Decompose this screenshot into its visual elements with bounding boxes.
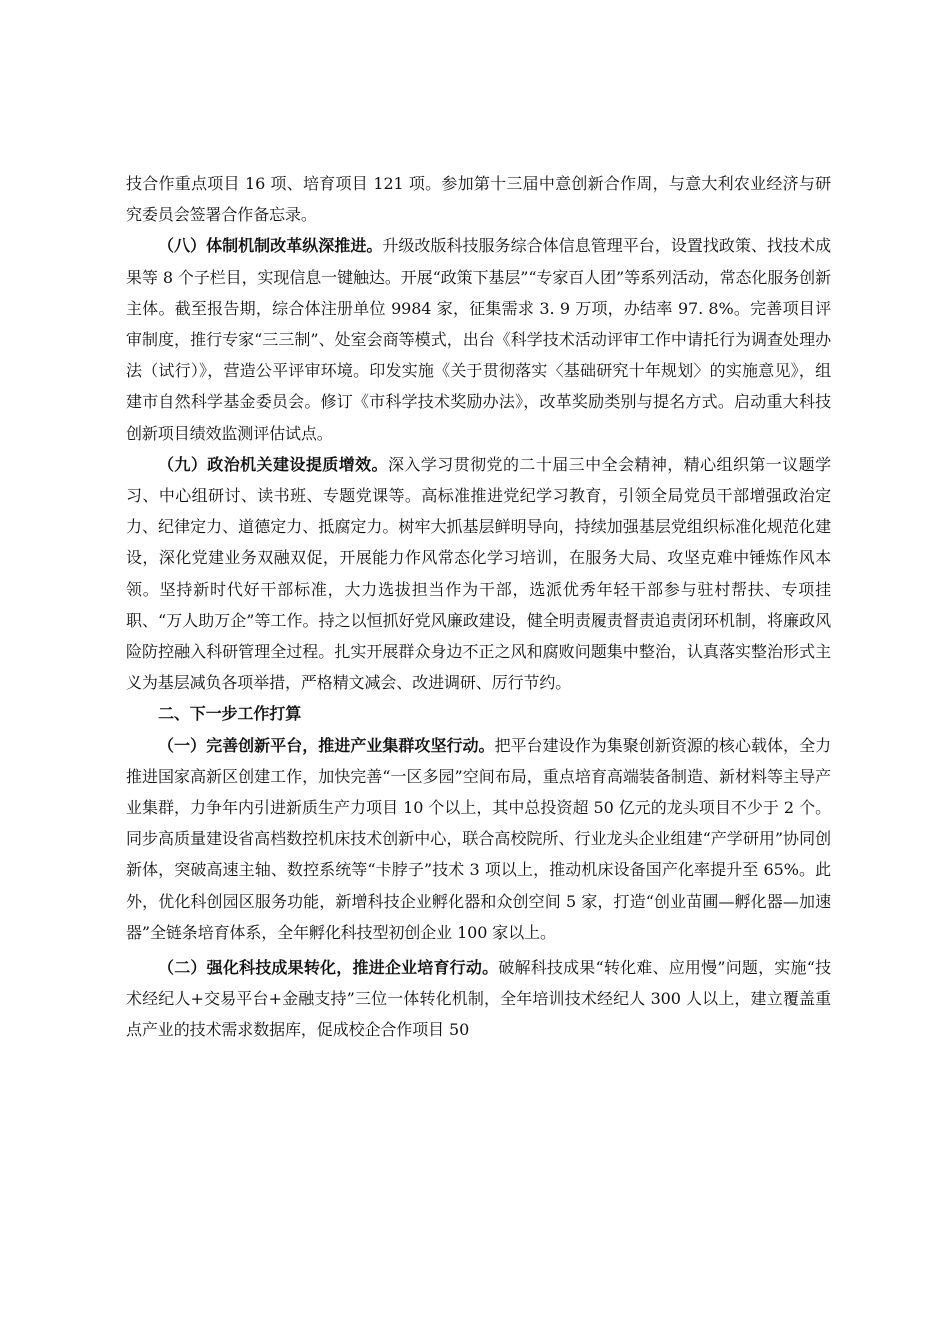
paragraph-text: 技合作重点项目 16 项、培育项目 121 项。参加第十三届中意创新合作周，与意大利农业经济与研究委员会签署合作备忘录。 xyxy=(126,174,831,225)
paragraph-section-9 xyxy=(126,449,831,699)
paragraph-plan-1 xyxy=(126,730,831,948)
paragraph-text: 把平台建设作为集聚创新资源的核心载体，全力推进国家高新区创建工作，加快完善“一区多园”空间布局，重点培育高端装备制造、新材料等主导产业集群，力争年内引进新质生产力项目 10 个以上，其中总投资超 50 亿元的龙头项目不少于 2 个。同步高质量建设省高档数控机床技术创新中心，联合高校院所、行业龙头企业组建“产学研用”协同创新体，突破高速主轴、数控系统等“卡脖子”技术 3 项以上，推动机床设备国产化率提升至 65%。此外，优化科创园区服务功能，新增科技企业孵化器和众创空间 5 家，打造“创业苗圃—孵化器—加速器”全链条培育体系，全年孵化科技型初创企业 100 家以上。 xyxy=(126,735,831,942)
section-heading: （二）强化科技成果转化，推进企业培育行动。 xyxy=(158,958,499,978)
section-heading: （八）体制机制改革纵深推进。 xyxy=(158,236,383,256)
chapter-heading: 二、下一步工作打算 xyxy=(158,704,302,724)
paragraph-text: 破解科技成果“转化难、应用慢”问题，实施“技术经纪人+交易平台+金融支持”三位一体转化机制，全年培训技术经纪人 300 人以上，建立覆盖重点产业的技术需求数据库，促成校企合作项目 50 xyxy=(126,958,831,1040)
paragraph-section-8 xyxy=(126,230,831,448)
paragraph-continuation xyxy=(126,168,831,230)
section-heading: （一）完善创新平台，推进产业集群攻坚行动。 xyxy=(158,735,495,755)
section-heading: （九）政治机关建设提质增效。 xyxy=(158,454,388,474)
paragraph-text: 升级改版科技服务综合体信息管理平台，设置找政策、找技术成果等 8 个子栏目，实现信息一键触达。开展“政策下基层”“专家百人团”等系列活动，常态化服务创新主体。截至报告期，综合体注册单位 9984 家，征集需求 3. 9 万项，办结率 97. 8%。完善项目评审制度，推行专家“三三制”、处室会商等模式，出台《科学技术活动评审工作中请托行为调查处理办法（试行）》，营造公平评审环境。印发实施《关于贯彻落实〈基础研究十年规划〉的实施意见》，组建市自然科学基金委员会。修订《市科学技术奖励办法》，改革奖励类别与提名方式。启动重大科技创新项目绩效监测评估试点。 xyxy=(126,236,831,443)
paragraph-text: 深入学习贯彻党的二十届三中全会精神，精心组织第一议题学习、中心组研讨、读书班、专题党课等。高标准推进党纪学习教育，引领全局党员干部增强政治定力、纪律定力、道德定力、抵腐定力。树牢大抓基层鲜明导向，持续加强基层党组织标准化规范化建设，深化党建业务双融双促，开展能力作风常态化学习培训，在服务大局、攻坚克难中锤炼作风本领。坚持新时代好干部标准，大力选拔担当作为干部，选派优秀年轻干部参与驻村帮扶、专项挂职、“万人助万企”等工作。持之以恒抓好党风廉政建设，健全明责履责督责追责闭环机制，将廉政风险防控融入科研管理全过程。扎实开展群众身边不正之风和腐败问题集中整治，认真落实整治形式主义为基层减负各项举措，严格精文减会、改进调研、厉行节约。 xyxy=(126,454,831,693)
chapter-heading-next-steps xyxy=(126,698,831,729)
paragraph-plan-2 xyxy=(126,952,831,1046)
document-body xyxy=(126,168,831,1046)
